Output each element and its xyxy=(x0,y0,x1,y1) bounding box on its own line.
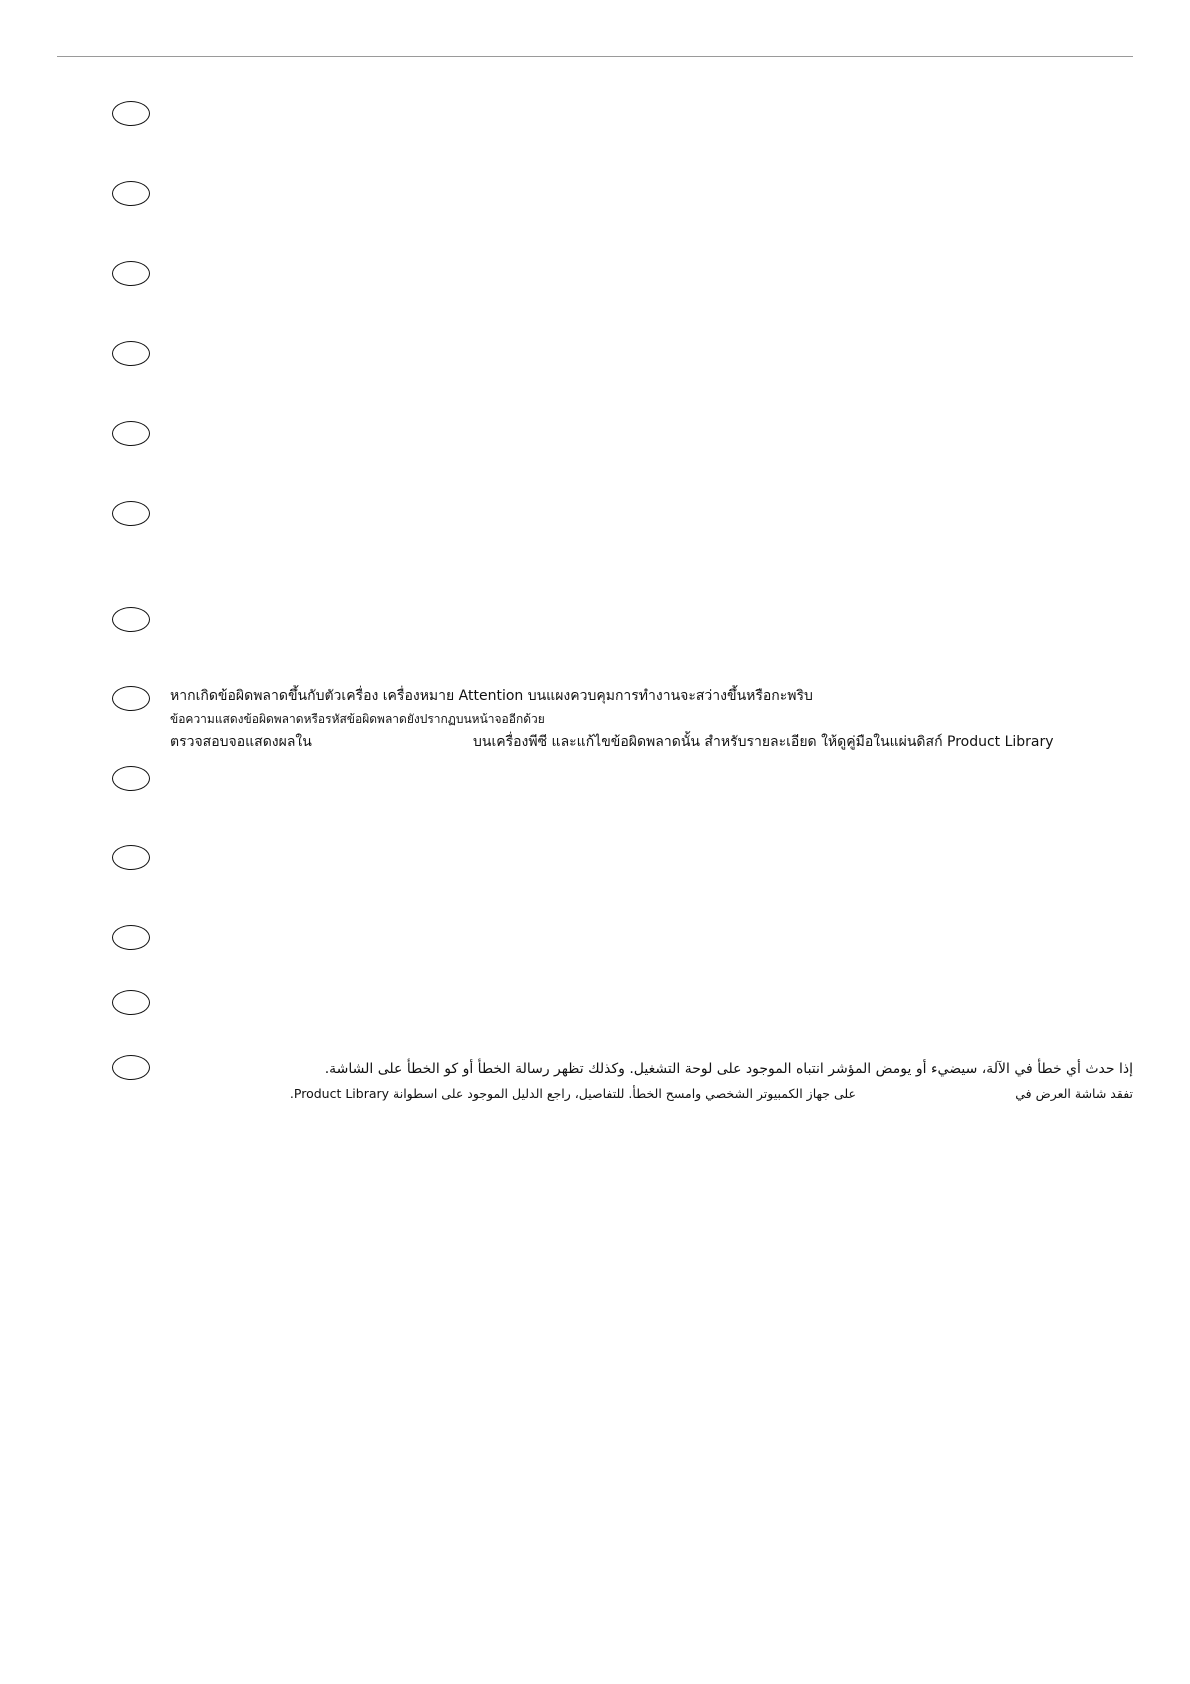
thai-paragraph-line-3-start: ตรวจสอบจอแสดงผลใน xyxy=(170,734,312,750)
language-marker-9 xyxy=(112,766,150,791)
arabic-paragraph-line-1: إذا حدث أي خطأ في الآلة، سيضيء أو يومض المؤشر انتباه الموجود على لوحة التشغيل. وكذلك تظهر رسالة الخطأ أو كو الخطأ على الشاشة. xyxy=(324,1061,1133,1077)
language-marker-10 xyxy=(112,845,150,870)
language-marker-1 xyxy=(112,101,150,126)
language-marker-3 xyxy=(112,261,150,286)
language-marker-thai xyxy=(112,686,150,711)
top-divider xyxy=(57,56,1133,57)
language-marker-6 xyxy=(112,501,150,526)
thai-paragraph-line-2: ข้อความแสดงข้อผิดพลาดหรือรหัสข้อผิดพลาดยังปรากฏบนหน้าจออีกด้วย xyxy=(170,712,545,726)
arabic-paragraph-line-2-end: على جهاز الكمبيوتر الشخصي وامسح الخطأ. للتفاصيل، راجع الدليل الموجود على اسطوانة Product Library. xyxy=(289,1086,856,1101)
thai-paragraph-line-1: หากเกิดข้อผิดพลาดขึ้นกับตัวเครื่อง เครื่องหมาย Attention บนแผงควบคุมการทำงานจะสว่างขึ้นหรือกะพริบ xyxy=(170,688,813,704)
thai-paragraph-line-3-end: บนเครื่องพีซี และแก้ไขข้อผิดพลาดนั้น สำหรับรายละเอียด ให้ดูคู่มือในแผ่นดิสก์ Product Library xyxy=(473,734,1054,750)
arabic-paragraph-line-2-start: تفقد شاشة العرض في xyxy=(1015,1086,1133,1101)
language-marker-4 xyxy=(112,341,150,366)
language-marker-arabic xyxy=(112,1055,150,1080)
language-marker-2 xyxy=(112,181,150,206)
language-marker-11 xyxy=(112,925,150,950)
language-marker-7 xyxy=(112,607,150,632)
language-marker-5 xyxy=(112,421,150,446)
language-marker-12 xyxy=(112,990,150,1015)
